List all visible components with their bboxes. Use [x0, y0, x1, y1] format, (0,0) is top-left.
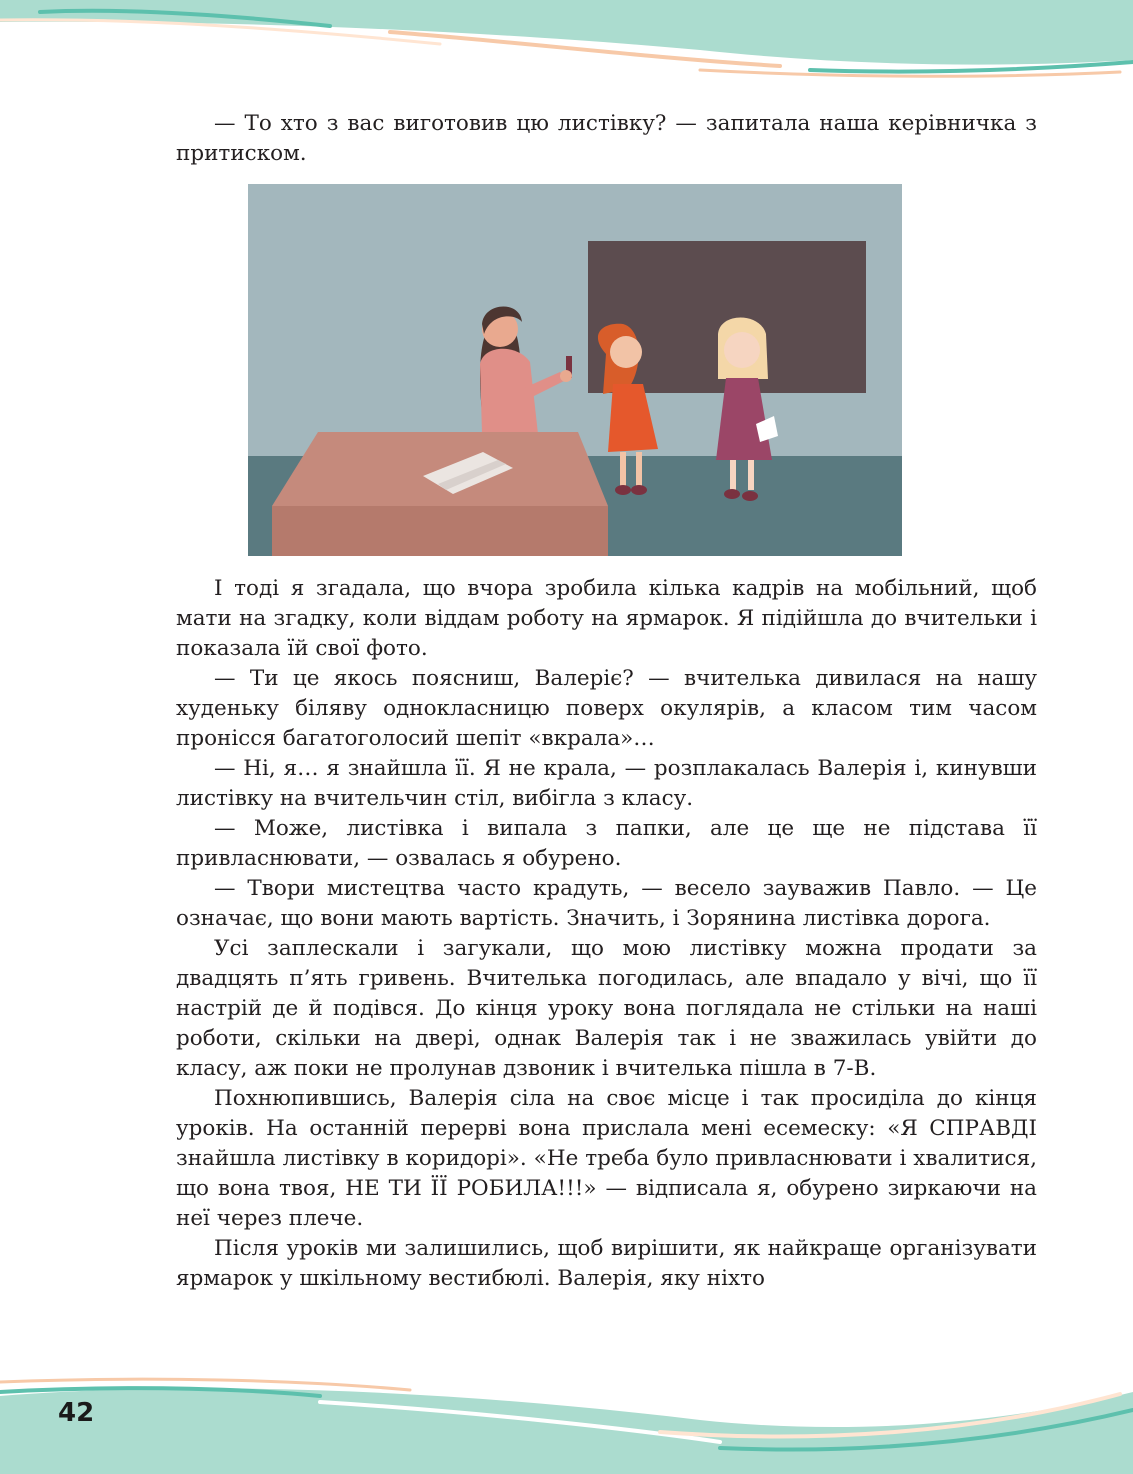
text-block-main: [176, 574, 1037, 1294]
top-wave-decoration: [0, 0, 1133, 90]
paragraph: Похнюпившись, Валерія сіла на своє місце і так просиділа до кінця уроків. На останній перерві вона прислала мені есемеску: «Я СПРАВДІ знайшла листівку в коридорі». «Не треба було привласнювати і хвалитися, що вона твоя, НЕ ТИ ЇЇ РОБИЛА!!!» — відписала я, обурено зиркаючи на неї через плече.: [176, 1086, 1037, 1231]
teacher-desk: [272, 432, 608, 556]
classroom-illustration: [248, 184, 902, 556]
paragraph: Після уроків ми залишились, щоб вирішити, як найкраще організувати ярмарок у шкільному вестибюлі. Валерія, яку ніхто: [176, 1236, 1037, 1291]
text-block-top: [176, 109, 1037, 169]
paragraph: — Може, листівка і випала з папки, але це ще не підстава її привласнювати, — озвалась я обурено.: [176, 816, 1037, 871]
bottom-wave-decoration: [0, 1370, 1133, 1474]
paragraph: — То хто з вас виготовив цю листівку? — запитала наша керівничка з притиском.: [176, 111, 1037, 166]
page-number: 42: [58, 1398, 95, 1428]
paragraph: Усі заплескали і загукали, що мою листівку можна продати за двадцять п’ять гривень. Вчителька погодилась, але впадало у вічі, що її настрій де й подівся. До кінця уроку вона поглядала не стільки на наші роботи, скільки на двері, однак Валерія так і не зважилась увійти до класу, аж поки не пролунав дзвоник і вчителька пішла в 7-В.: [176, 936, 1037, 1081]
paragraph: — Ти це якось поясниш, Валеріє? — вчителька дивилася на нашу худеньку біляву однокласницю поверх окулярів, а класом тим часом пронісся багатоголосий шепіт «вкрала»…: [176, 666, 1037, 751]
paragraph: — Твори мистецтва часто крадуть, — весело зауважив Павло. — Це означає, що вони мають вартість. Значить, і Зорянина листівка дорога.: [176, 876, 1037, 931]
paragraph: І тоді я згадала, що вчора зробила кілька кадрів на мобільний, щоб мати на згадку, коли віддам роботу на ярмарок. Я підійшла до вчительки і показала їй свої фото.: [176, 576, 1037, 661]
paragraph: — Ні, я… я знайшла її. Я не крала, — розплакалась Валерія і, кинувши листівку на вчительчин стіл, вибігла з класу.: [176, 756, 1037, 811]
